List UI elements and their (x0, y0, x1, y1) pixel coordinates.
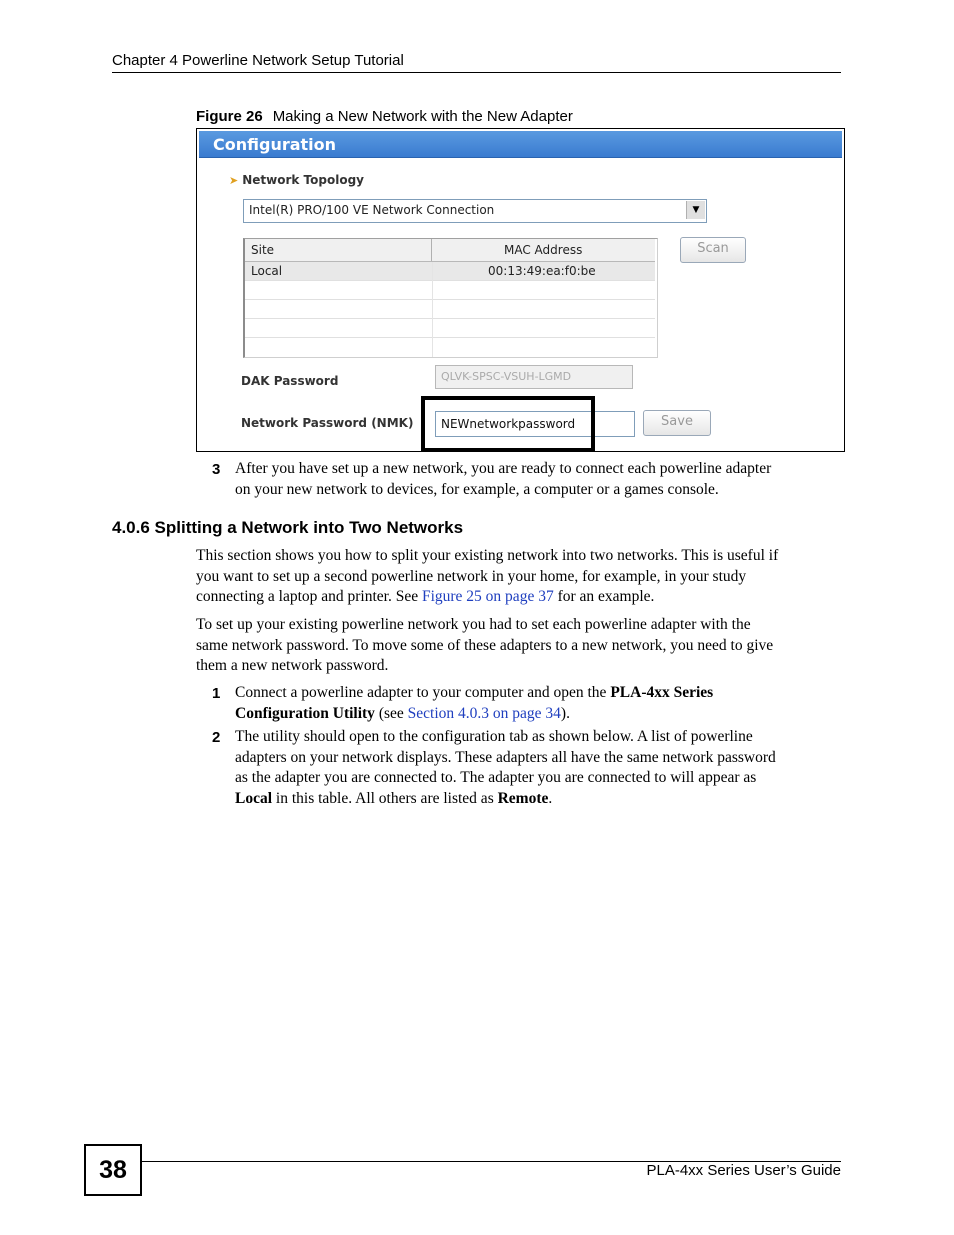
section-4-0-3-link[interactable]: Section 4.0.3 on page 34 (407, 704, 561, 722)
text-line: The utility should open to the configuration tab as shown below. A list of powerline (235, 728, 753, 745)
text-line: you want to set up a second powerline network in your home, for example, in your study (196, 567, 747, 585)
text-line: as the adapter you are connected to. The adapter you are connected to will appear as (235, 769, 757, 786)
text-span: connecting a laptop and printer. See (196, 588, 422, 605)
section-heading: 4.0.6 Splitting a Network into Two Networks (112, 518, 464, 537)
scan-button[interactable]: Scan (680, 237, 746, 263)
figure-title: Making a New Network with the New Adapter (272, 108, 573, 125)
table-header (245, 239, 655, 262)
footer-guide-title: PLA-4xx Series User’s Guide (646, 1162, 841, 1179)
text-line: After you have set up a new network, you are ready to connect each powerline adapter (235, 460, 772, 477)
table-row-empty (245, 300, 655, 319)
bold-text: PLA-4xx Series (610, 684, 714, 701)
highlight-box (421, 396, 595, 452)
adapter-select-value: Intel(R) PRO/100 VE Network Connection (249, 203, 495, 217)
text-line (235, 789, 776, 810)
table-row-empty (245, 338, 655, 356)
step-2-text (235, 727, 776, 809)
text-line: To set up your existing powerline network you had to set each powerline adapter with the (196, 616, 751, 633)
table-row-empty (245, 281, 655, 300)
step-number: 3 (212, 461, 221, 478)
table-row[interactable] (245, 262, 655, 281)
figure-number: Figure 26 (196, 108, 263, 125)
text-line: adapters on your network displays. These adapters all have the same network password (235, 748, 776, 766)
text-line: same network password. To move some of these adapters to a new network, you need to give (196, 636, 774, 654)
dak-password-value: QLVK-SPSC-VSUH-LGMD (441, 370, 572, 383)
text-line: on your new network to devices, for example, a computer or a games console. (235, 480, 719, 498)
text-line (235, 683, 713, 704)
network-password-label: Network Password (NMK) (241, 416, 414, 430)
dak-password-label: DAK Password (241, 374, 339, 388)
configuration-screenshot (196, 128, 845, 452)
paragraph-2 (196, 615, 773, 677)
mac-address-cell: 00:13:49:ea:f0:be (488, 264, 596, 278)
header-rule (112, 72, 841, 73)
column-divider (431, 239, 432, 261)
network-password-value: NEWnetworkpassword (441, 417, 576, 431)
network-topology-text: Network Topology (242, 173, 364, 187)
network-table (243, 238, 658, 358)
figure-25-link[interactable]: Figure 25 on page 37 (421, 588, 554, 605)
step-1-text (235, 683, 713, 724)
text-span: for an example. (553, 588, 655, 605)
step-number: 2 (212, 729, 221, 746)
column-divider (432, 262, 433, 357)
page-number: 38 (84, 1144, 142, 1196)
network-topology-label (229, 173, 364, 187)
text-line (196, 587, 778, 608)
configuration-titlebar (199, 131, 842, 158)
table-row-empty (245, 319, 655, 338)
adapter-select[interactable] (243, 199, 707, 223)
bold-text: Local (235, 789, 273, 807)
text-line (235, 704, 713, 725)
text-span: ). (560, 704, 570, 722)
bold-text: Remote (497, 789, 549, 807)
bold-text: Configuration Utility (235, 704, 375, 722)
chapter-header: Chapter 4 Powerline Network Setup Tutorial (112, 52, 404, 69)
figure-caption (196, 108, 573, 125)
text-span: Connect a powerline adapter to your computer and open the (235, 684, 611, 701)
chevron-down-icon[interactable]: ▼ (686, 201, 705, 219)
text-line: them a new network password. (196, 657, 389, 674)
configuration-title: Configuration (213, 135, 337, 154)
text-line: This section shows you how to split your existing network into two networks. This is useful if (196, 547, 779, 564)
text-span: (see (374, 704, 408, 722)
column-header-site[interactable]: Site (251, 243, 275, 257)
text-span: in this table. All others are listed as (272, 789, 498, 807)
arrow-bullet-icon: ➤ (229, 174, 239, 187)
text-span: . (548, 789, 553, 807)
column-header-mac-address[interactable]: MAC Address (504, 243, 583, 257)
dak-password-field (435, 365, 633, 389)
step-number: 1 (212, 685, 221, 702)
site-cell: Local (251, 264, 283, 278)
step-3-text (235, 459, 771, 500)
paragraph-1 (196, 546, 778, 608)
save-button[interactable]: Save (643, 410, 711, 436)
